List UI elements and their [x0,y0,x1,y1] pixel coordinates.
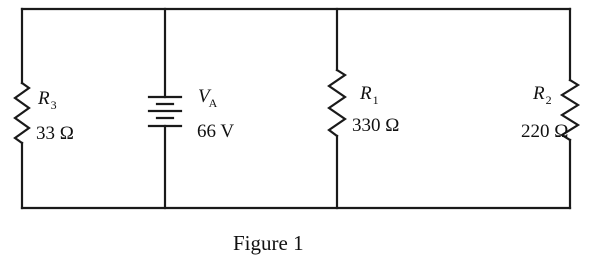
va-subscript: A [208,96,218,110]
r3-value: 33 Ω [36,123,74,144]
va-battery [149,86,234,142]
va-symbol: V [198,86,210,107]
r3-subscript: 3 [50,98,57,112]
r1-value: 330 Ω [352,115,400,136]
r2-subscript: 2 [545,93,552,107]
r1-zigzag [329,70,345,136]
r1-subscript: 1 [372,93,379,107]
va-label [198,86,218,110]
circuit-wires [22,9,570,208]
r1-symbol: R [360,83,372,104]
figure-caption: Figure 1 [233,231,304,255]
r3-label [37,88,57,112]
r3-resistor [15,83,74,144]
r2-symbol: R [533,83,545,104]
r1-label [359,83,379,107]
r3-symbol: R [38,88,50,109]
r2-resistor [521,80,578,142]
r3-zigzag [15,83,29,143]
r1-resistor [329,70,399,136]
va-value: 66 V [197,121,235,142]
r2-label [532,83,552,107]
r2-value: 220 Ω [521,121,569,142]
